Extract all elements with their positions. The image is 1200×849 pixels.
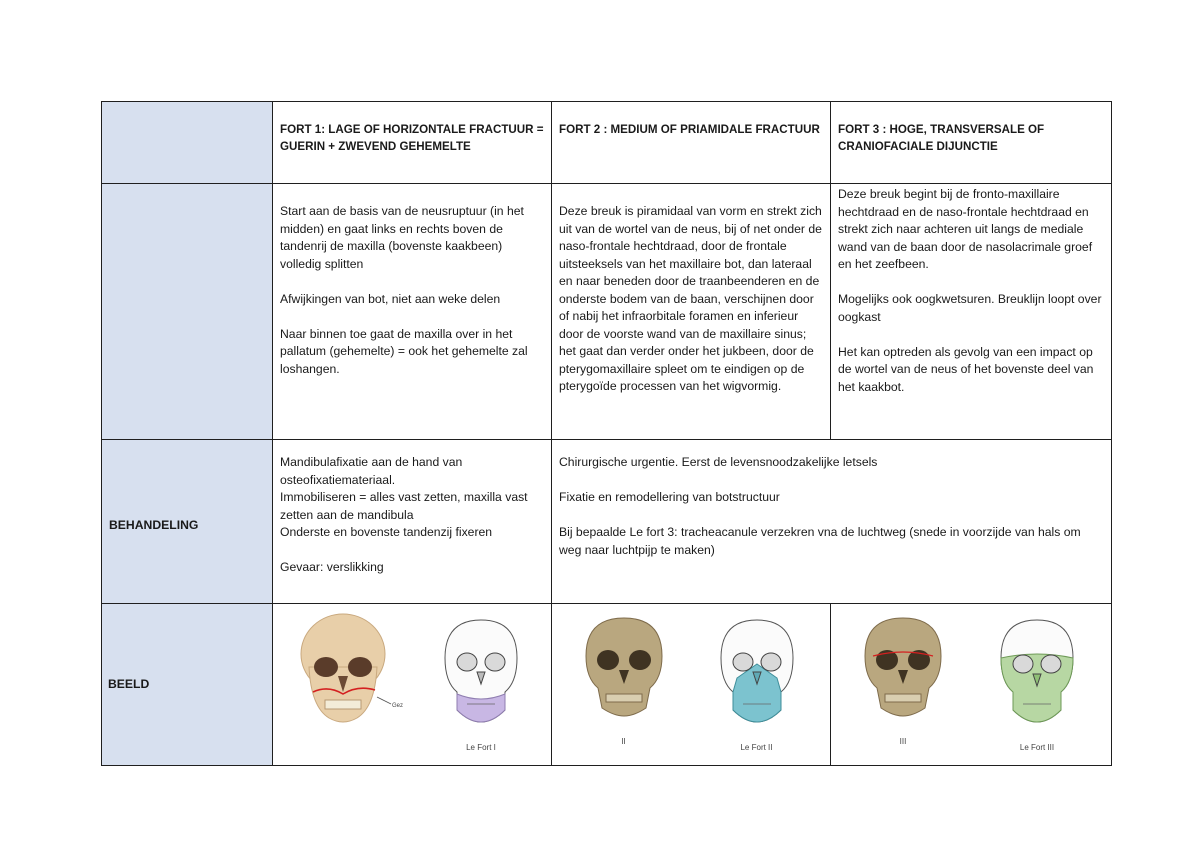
treatment-fort23-p1: Chirurgische urgentie. Eerst de levensnoodzakelijke letsels <box>559 455 878 469</box>
fort1-anatomical-skull <box>293 612 403 737</box>
fort1-diagram-skull <box>431 612 531 756</box>
fort2-roman: II <box>621 736 626 746</box>
fort1-side-caption: Gez <box>392 703 403 709</box>
tan-skull-illustration <box>293 612 403 730</box>
header-fort2: FORT 2 : MEDIUM OF PRIAMIDALE FRACTUUR <box>552 102 831 184</box>
desc-fort1-p1: Start aan de basis van de neusruptuur (in het midden) en gaat links en rechts boven de tandenrij de maxilla (bovenste kaakbeen) volledig splitten <box>280 204 524 271</box>
header-fort1: FORT 1: LAGE OF HORIZONTALE FRACTUUR = GUERIN + ZWEVEND GEHEMELTE <box>273 102 552 184</box>
desc-fort2-p1: Deze breuk is piramidaal van vorm en strekt zich uit van de wortel van de neus, bij of net onder de naso-frontale hechtdraad, door de frontale uitsteeksels van het maxillaire bot, dan lateraal en naar beneden door de traanbeenderen en de onderste bodem van de baan, verschijnen door of nabij het infraorbitale foramen en inferieur door de voorste wand van de maxillaire sinus; het gaat dan verder onder het jukbeen, door de pterygomaxillaire spleet om te eindigen op de pterygoïde processen van het wigvormig. <box>559 204 822 393</box>
treatment-fort1-line3: Onderste en bovenste tandenzij fixeren <box>280 525 493 539</box>
images-fort2 <box>552 604 831 766</box>
header-fort3: FORT 3 : HOGE, TRANSVERSALE OF CRANIOFACIALE DIJUNCTIE <box>831 102 1112 184</box>
description-label-cell <box>102 184 273 440</box>
treatment-row <box>102 440 1112 604</box>
treatment-fort1-warning: Gevaar: verslikking <box>280 560 384 574</box>
desc-fort3-p1: Deze breuk begint bij de fronto-maxillaire hechtdraad en de naso-frontale hechtdraad en strekt zich naar achteren uit langs de mediale wand van de baan door de nasolacrimale groef en het zeefbeen. <box>838 187 1093 271</box>
fort3-anatomical-skull <box>855 612 951 750</box>
treatment-fort1-line2: Immobiliseren = alles vast zetten, maxilla vast zetten aan de mandibula <box>280 490 528 522</box>
fort3-caption: Le Fort III <box>1019 742 1055 752</box>
fort3-roman: III <box>899 736 907 746</box>
description-row <box>102 184 1112 440</box>
treatment-fort23-p2: Fixatie en remodellering van botstructuur <box>559 490 780 504</box>
fort3-diagram-skull <box>987 612 1087 756</box>
fort3-highlight-region <box>1001 654 1073 722</box>
fort2-caption: Le Fort II <box>740 742 773 752</box>
fort2-diagram-skull <box>707 612 807 756</box>
treatment-fort1-line1: Mandibulafixatie aan de hand van osteofixatiemateriaal. <box>280 455 463 487</box>
real-skull-illustration <box>855 612 951 724</box>
treatment-fort23-p3: Bij bepaalde Le fort 3: tracheacanule verzekren vna de luchtweg (snede in voorzijde van hals om weg naar luchtpijp te maken) <box>559 525 1081 557</box>
images-fort1 <box>273 604 552 766</box>
white-skull-illustration <box>707 612 807 730</box>
desc-fort1-p3: Naar binnen toe gaat de maxilla over in het pallatum (gehemelte) = ook het gehemelte zal loshangen. <box>280 326 528 376</box>
real-skull-illustration <box>576 612 672 724</box>
le-fort-table <box>101 101 1112 766</box>
treatment-fort1 <box>273 440 552 604</box>
header-row <box>102 102 1112 184</box>
images-fort3 <box>831 604 1112 766</box>
images-label: BEELD <box>102 604 273 766</box>
header-corner-cell <box>102 102 273 184</box>
treatment-label: BEHANDELING <box>102 440 273 604</box>
images-row <box>102 604 1112 766</box>
fort2-anatomical-skull <box>576 612 672 750</box>
description-fort3 <box>831 184 1112 440</box>
treatment-fort23 <box>552 440 1112 604</box>
description-fort2 <box>552 184 831 440</box>
desc-fort3-p2: Mogelijks ook oogkwetsuren. Breuklijn loopt over oogkast <box>838 292 1102 324</box>
desc-fort3-p3: Het kan optreden als gevolg van een impact op de wortel van de neus of het bovenste deel van het kaakbot. <box>838 344 1094 394</box>
white-skull-illustration <box>431 612 531 730</box>
fort1-caption: Le Fort I <box>466 742 496 752</box>
white-skull-illustration <box>987 612 1087 730</box>
description-fort1 <box>273 184 552 440</box>
desc-fort1-p2: Afwijkingen van bot, niet aan weke delen <box>280 291 501 306</box>
